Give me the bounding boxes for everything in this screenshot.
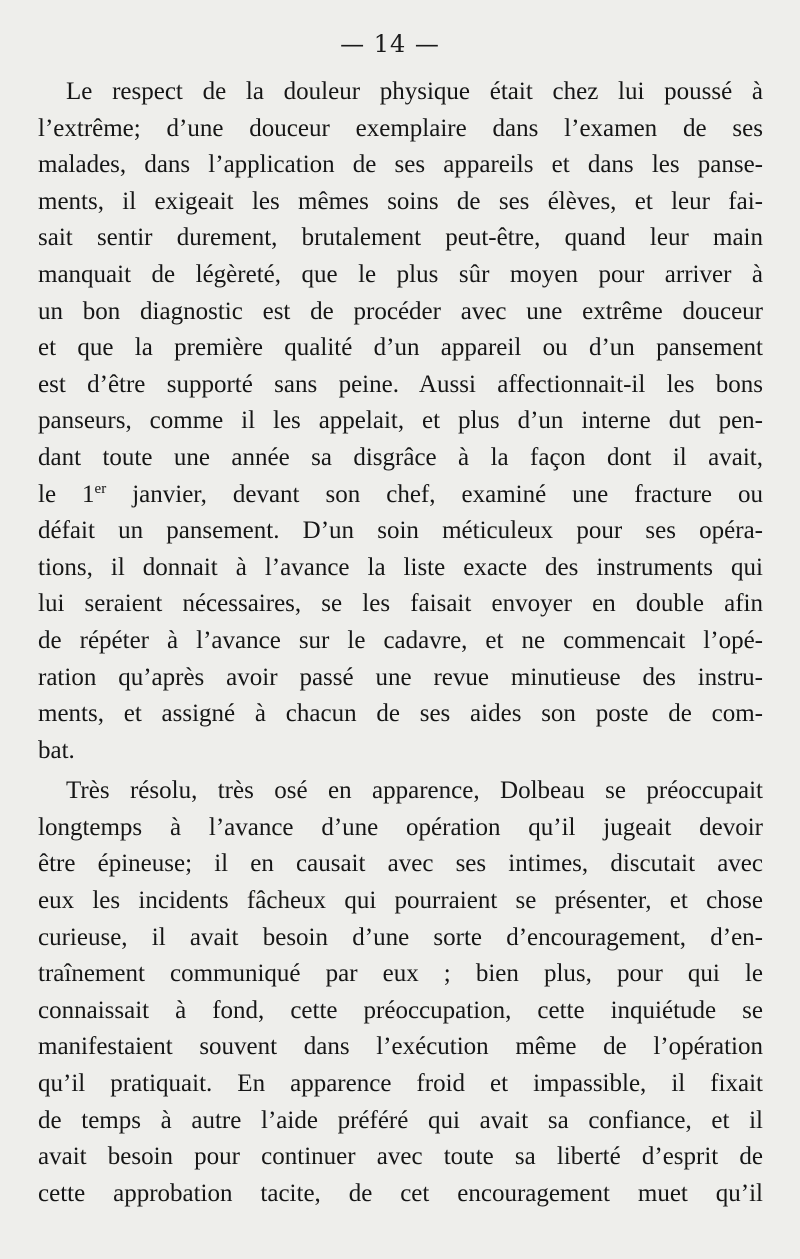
text-line: dant toute une année sa disgrâce à la façon dont il avait,	[38, 443, 763, 471]
paragraph-2	[38, 773, 763, 1212]
text-line: avait besoin pour continuer avec toute sa liberté d’esprit de	[38, 1143, 763, 1171]
text-line: panseurs, comme il les appelait, et plus d’un interne dut pen-	[38, 407, 763, 435]
text-line: Très résolu, très osé en apparence, Dolbeau se préoccupait	[66, 777, 763, 805]
text-line: longtemps à l’avance d’une opération qu’il jugeait devoir	[38, 813, 763, 841]
text-line	[38, 477, 763, 514]
text-line: traînement communiqué par eux ; bien plus, pour qui le	[38, 960, 763, 988]
text-line: lui seraient nécessaires, se les faisait envoyer en double afin	[38, 590, 763, 618]
page-number: — 14 —	[340, 30, 440, 58]
text-line: ments, il exigeait les mêmes soins de ses élèves, et leur fai-	[38, 187, 763, 215]
text-line: être épineuse; il en causait avec ses intimes, discutait avec	[38, 850, 763, 878]
text-line: malades, dans l’application de ses appareils et dans les panse-	[38, 151, 763, 179]
text-line: défait un pansement. D’un soin méticuleux pour ses opéra-	[38, 517, 763, 545]
text-line: bat.	[38, 736, 75, 764]
text-line: manifestaient souvent dans l’exécution même de l’opération	[38, 1033, 763, 1061]
superscript: er	[94, 480, 107, 497]
text-line: tions, il donnait à l’avance la liste exacte des instruments qui	[38, 553, 763, 581]
text-line: Le respect de la douleur physique était chez lui poussé à	[66, 78, 763, 105]
paragraph-1	[38, 74, 763, 769]
text-line: ration qu’après avoir passé une revue minutieuse des instru-	[38, 663, 763, 691]
text-segment: janvier, devant son chef, examiné une fracture ou	[106, 480, 763, 508]
text-line: de temps à autre l’aide préféré qui avait sa confiance, et il	[38, 1106, 763, 1134]
text-line: ments, et assigné à chacun de ses aides son poste de com-	[38, 700, 763, 728]
text-line: eux les incidents fâcheux qui pourraient se présenter, et chose	[38, 887, 763, 915]
text-line: de répéter à l’avance sur le cadavre, et ne commencait l’opé-	[38, 626, 763, 654]
text-line: qu’il pratiquait. En apparence froid et impassible, il fixait	[38, 1070, 763, 1098]
text-line: est d’être supporté sans peine. Aussi affectionnait-il les bons	[38, 370, 763, 398]
text-segment: le 1	[38, 480, 95, 508]
text-line: manquait de légèreté, que le plus sûr moyen pour arriver à	[38, 260, 763, 288]
body-text	[38, 74, 763, 1212]
text-line: cette approbation tacite, de cet encouragement muet qu’il	[38, 1179, 763, 1207]
text-line: et que la première qualité d’un appareil ou d’un pansement	[38, 334, 763, 362]
text-line: sait sentir durement, brutalement peut-être, quand leur main	[38, 224, 763, 252]
text-line: curieuse, il avait besoin d’une sorte d’encouragement, d’en-	[38, 923, 763, 951]
text-line: connaissait à fond, cette préoccupation, cette inquiétude se	[38, 996, 763, 1024]
text-line: un bon diagnostic est de procéder avec une extrême douceur	[38, 297, 763, 325]
text-line: l’extrême; d’une douceur exemplaire dans l’examen de ses	[38, 114, 763, 142]
